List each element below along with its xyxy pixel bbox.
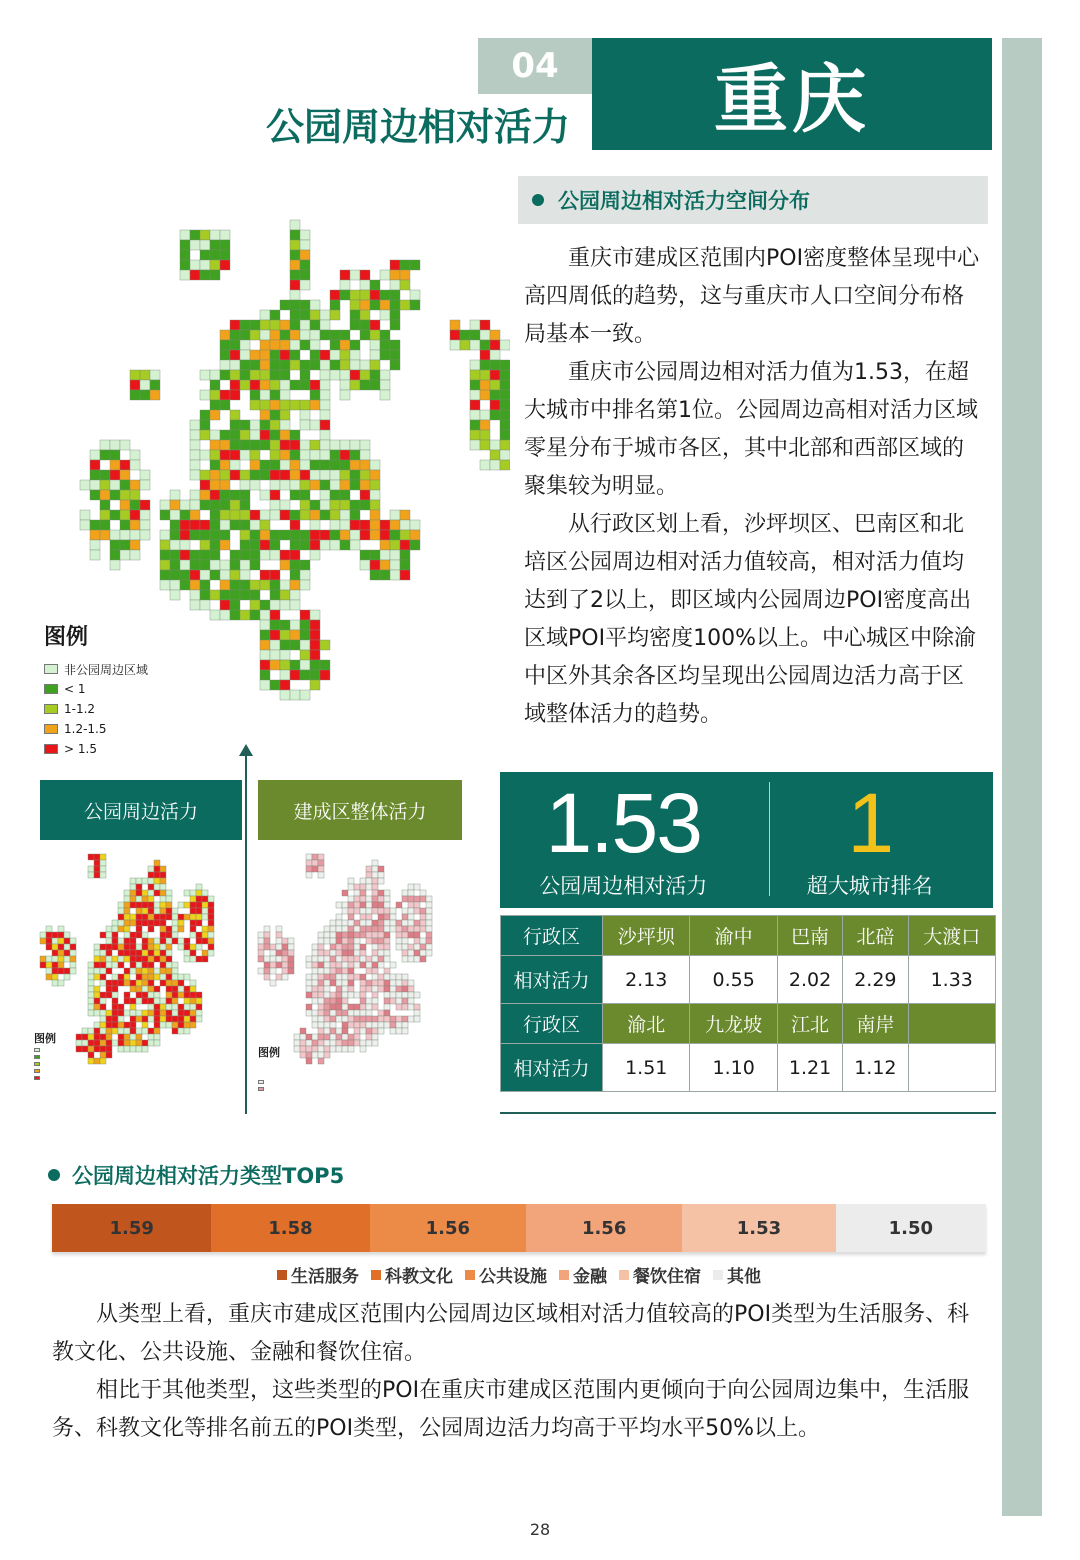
bar-segment: 1.56 <box>370 1204 526 1252</box>
table-cell: 1.10 <box>690 1044 777 1092</box>
divider-arrow <box>245 752 247 1114</box>
section-number: 04 <box>478 38 592 94</box>
park-vitality-label: 公园周边活力 <box>40 780 242 840</box>
bar-segment: 1.58 <box>211 1204 369 1252</box>
paragraph: 相比于其他类型，这些类型的POI在重庆市建成区范围内更倾向于向公园周边集中，生活服务、科教文化等排名前五的POI类型，公园周边活力均高于平均水平50%以上。 <box>52 1378 970 1441</box>
table-cell <box>908 1004 996 1044</box>
table-cell: 2.29 <box>843 956 908 1004</box>
paragraph: 从行政区划上看，沙坪坝区、巴南区和北培区公园周边相对活力值较高，相对活力值均达到了2以上，即区域内公园周边POI密度高出区域POI平均密度100%以上。中心城区中除渝中区外其余各区均呈现出公园周边活力高于区域整体活力的趋势。 <box>524 512 976 727</box>
table-cell: 1.51 <box>603 1044 690 1092</box>
map-legend <box>44 620 148 759</box>
bar-legend-item <box>465 1262 547 1287</box>
legend-swatch <box>44 664 58 674</box>
legend-label: > 1.5 <box>64 742 97 756</box>
mini-legend-left <box>34 1030 56 1081</box>
table-cell: 九龙坡 <box>690 1004 777 1044</box>
paragraph: 重庆市建成区范围内POI密度整体呈现中心高四周低的趋势，这与重庆市人口空间分布格局基本一致。 <box>524 246 980 347</box>
bar-legend-item <box>713 1262 761 1287</box>
side-decoration-strip <box>1002 38 1042 1516</box>
bar-legend-item <box>371 1262 453 1287</box>
spatial-heading <box>518 176 988 224</box>
bar-legend-label: 科教文化 <box>385 1267 453 1287</box>
table-cell: 北碚 <box>843 916 908 956</box>
district-table <box>500 915 996 1092</box>
park-vitality-mini-map <box>34 842 244 1102</box>
bar-legend-swatch <box>277 1270 287 1280</box>
table-cell: 江北 <box>777 1004 842 1044</box>
legend-item <box>44 719 148 739</box>
paragraph: 从类型上看，重庆市建成区范围内公园周边区域相对活力值较高的POI类型为生活服务、科教文化、公共设施、金融和餐饮住宿。 <box>52 1302 970 1365</box>
table-cell: 大渡口 <box>908 916 996 956</box>
bar-legend-label: 公共设施 <box>479 1267 547 1287</box>
table-cell: 1.33 <box>908 956 996 1004</box>
table-cell: 沙坪坝 <box>603 916 690 956</box>
section-title: 公园周边相对活力 <box>265 105 570 149</box>
vitality-value-label: 公园周边相对活力 <box>539 874 708 898</box>
table-cell: 巴南 <box>777 916 842 956</box>
bar-legend-label: 生活服务 <box>291 1267 359 1287</box>
bar-legend-item <box>277 1262 359 1287</box>
rank-stat <box>747 772 994 908</box>
bar-segment: 1.53 <box>682 1204 835 1252</box>
table-cell: 1.21 <box>777 1044 842 1092</box>
legend-label: < 1 <box>64 682 86 696</box>
top5-heading <box>48 1160 344 1190</box>
city-name: 重庆 <box>592 38 992 150</box>
table-cell: 2.13 <box>603 956 690 1004</box>
legend-swatch <box>44 724 58 734</box>
legend-item <box>44 679 148 699</box>
vitality-stat <box>500 772 747 908</box>
bar-segment: 1.50 <box>836 1204 986 1252</box>
table-cell: 1.12 <box>843 1044 908 1092</box>
mini-legend-right <box>258 1044 280 1092</box>
legend-title: 图例 <box>44 625 89 650</box>
legend-label: 非公园周边区域 <box>64 662 149 677</box>
bar-legend-label: 金融 <box>573 1267 607 1287</box>
rank-value: 1 <box>847 776 893 870</box>
table-cell: 相对活力 <box>501 1044 603 1092</box>
table-cell: 渝中 <box>690 916 777 956</box>
spatial-heading-text: 公园周边相对活力空间分布 <box>558 189 810 213</box>
legend-item <box>44 739 148 759</box>
paragraph: 重庆市公园周边相对活力值为1.53，在超大城市中排名第1位。公园周边高相对活力区域零星分布于城市各区，其中北部和西部区域的聚集较为明显。 <box>524 360 978 499</box>
bar-legend-label: 餐饮住宿 <box>633 1267 701 1287</box>
vitality-value: 1.53 <box>545 776 701 870</box>
bar-legend-item <box>619 1262 701 1287</box>
overall-vitality-mini-map <box>252 842 462 1102</box>
legend-item <box>44 659 148 679</box>
mini-legend-title: 图例 <box>34 1032 56 1045</box>
top5-legend <box>52 1262 986 1287</box>
table-cell: 相对活力 <box>501 956 603 1004</box>
table-cell: 2.02 <box>777 956 842 1004</box>
table-cell <box>908 1044 996 1092</box>
table-cell: 0.55 <box>690 956 777 1004</box>
bullet-dot-icon <box>48 1169 60 1181</box>
bar-segment: 1.59 <box>52 1204 211 1252</box>
top5-bar-chart <box>52 1204 986 1252</box>
page-number: 28 <box>529 1520 551 1539</box>
bottom-paragraphs <box>52 1296 972 1448</box>
bullet-dot-icon <box>532 194 544 206</box>
divider-line <box>500 1112 996 1114</box>
legend-label: 1.2-1.5 <box>64 722 107 736</box>
bar-legend-item <box>559 1262 607 1287</box>
bar-legend-swatch <box>371 1270 381 1280</box>
table-row <box>501 916 996 956</box>
bar-segment: 1.56 <box>526 1204 682 1252</box>
bar-legend-swatch <box>619 1270 629 1280</box>
legend-swatch <box>44 704 58 714</box>
legend-label: 1-1.2 <box>64 702 96 716</box>
table-row <box>501 956 996 1004</box>
stats-panel <box>500 772 993 908</box>
mini-legend-title: 图例 <box>258 1046 280 1059</box>
legend-swatch <box>44 684 58 694</box>
spatial-paragraphs <box>524 240 984 734</box>
overall-vitality-label: 建成区整体活力 <box>258 780 462 840</box>
legend-item <box>44 699 148 719</box>
table-cell: 行政区 <box>501 916 603 956</box>
bar-legend-swatch <box>713 1270 723 1280</box>
legend-swatch <box>44 744 58 754</box>
top5-heading-text: 公园周边相对活力类型TOP5 <box>72 1164 345 1188</box>
table-cell: 渝北 <box>603 1004 690 1044</box>
stats-divider <box>769 782 770 896</box>
rank-value-label: 超大城市排名 <box>806 874 933 898</box>
table-cell: 行政区 <box>501 1004 603 1044</box>
bar-legend-label: 其他 <box>727 1267 761 1287</box>
table-row <box>501 1044 996 1092</box>
table-cell: 南岸 <box>843 1004 908 1044</box>
bar-legend-swatch <box>559 1270 569 1280</box>
table-row <box>501 1004 996 1044</box>
bar-legend-swatch <box>465 1270 475 1280</box>
